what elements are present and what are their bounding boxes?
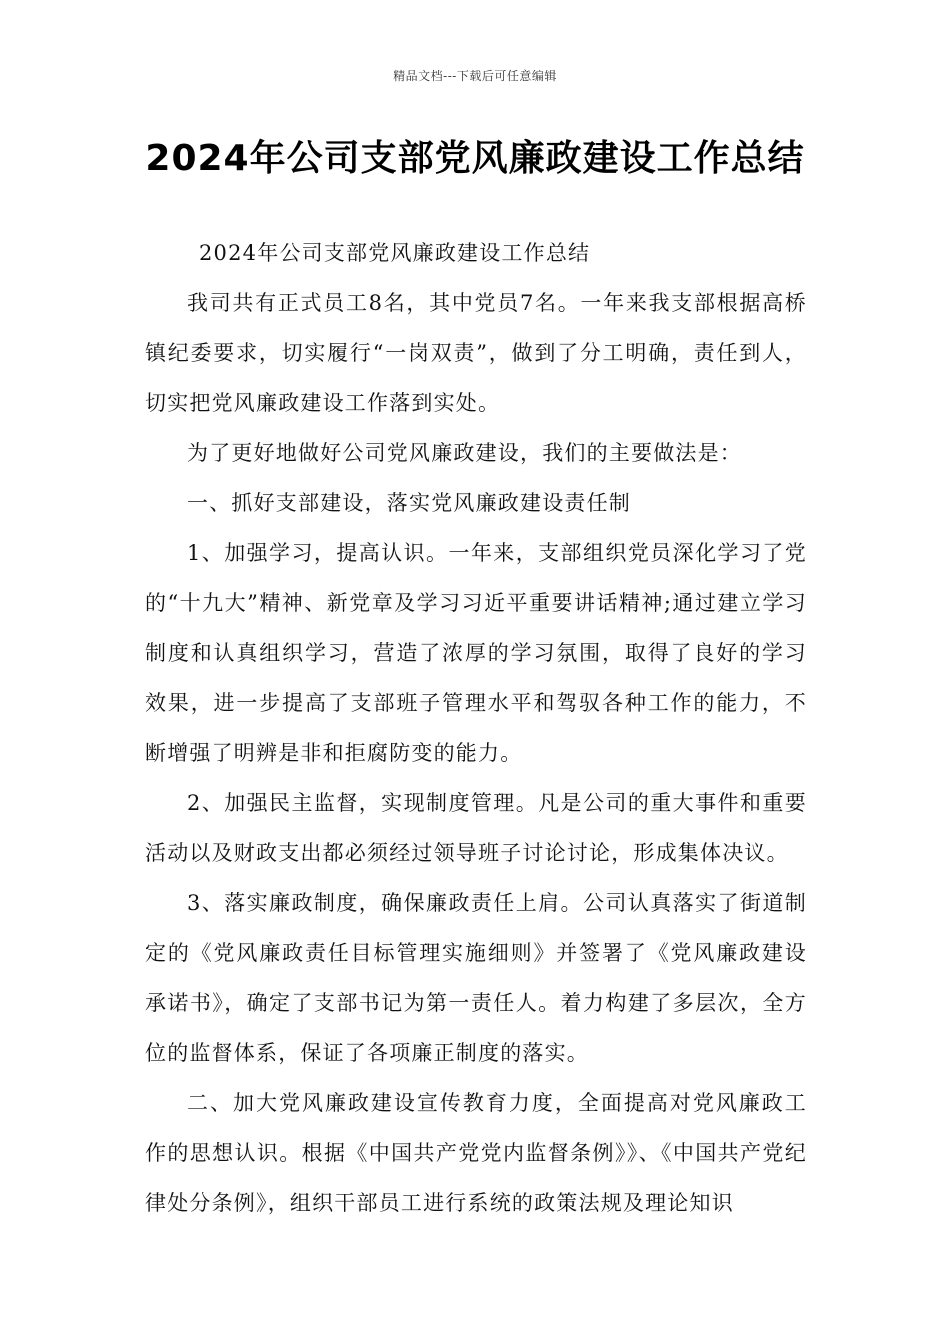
paragraph-methods-lead: 为了更好地做好公司党风廉政建设，我们的主要做法是： xyxy=(187,441,742,465)
paragraph-item-1: 1、加强学习，提高认识。一年来，支部组织党员深化学习了党的“十九大”精神、新党章及学习习近平重要讲话精神;通过建立学习制度和认真组织学习，营造了浓厚的学习氛围，取得了良好的学习效果，进一步提高了支部班子管理水平和驾驭各种工作的能力，不断增强了明辨是非和拒腐防变的能力。 xyxy=(145,541,807,765)
paragraph-item-2: 2、加强民主监督，实现制度管理。凡是公司的重大事件和重要活动以及财政支出都必须经过领导班子讨论讨论，形成集体决议。 xyxy=(145,791,807,865)
paragraph-intro: 我司共有正式员工8名，其中党员7名。一年来我支部根据高桥镇纪委要求，切实履行“一岗双责”，做到了分工明确，责任到人，切实把党风廉政建设工作落到实处。 xyxy=(145,291,807,415)
document-body xyxy=(145,228,807,1228)
document-title: 2024年公司支部党风廉政建设工作总结 xyxy=(145,138,805,179)
body-subtitle: 2024年公司支部党风廉政建设工作总结 xyxy=(199,241,591,265)
section-2-paragraph: 二、加大党风廉政建设宣传教育力度，全面提高对党风廉政工作的思想认识。根据《中国共产党党内监督条例》》、《中国共产党纪律处分条例》，组织干部员工进行系统的政策法规及理论知识 xyxy=(145,1091,807,1215)
header-note: 精品文档---下载后可任意编辑 xyxy=(393,69,557,83)
section-heading-1: 一、抓好支部建设，落实党风廉政建设责任制 xyxy=(187,491,631,515)
paragraph-item-3: 3、落实廉政制度，确保廉政责任上肩。公司认真落实了街道制定的《党风廉政责任目标管理实施细则》并签署了《党风廉政建设承诺书》，确定了支部书记为第一责任人。着力构建了多层次，全方位的监督体系，保证了各项廉正制度的落实。 xyxy=(145,891,807,1065)
